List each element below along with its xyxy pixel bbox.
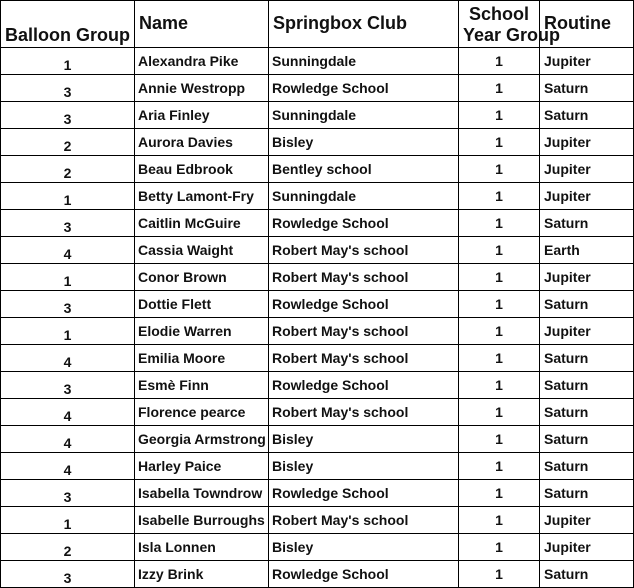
club-cell: Sunningdale	[269, 102, 459, 129]
header-school-year-group	[459, 1, 561, 48]
routine-cell: Saturn	[540, 75, 634, 102]
club-cell: Robert May's school	[269, 264, 459, 291]
club-cell: Rowledge School	[269, 561, 459, 588]
name-cell: Aurora Davies	[135, 129, 269, 156]
table-row	[1, 183, 634, 210]
name-cell: Betty Lamont-Fry	[135, 183, 269, 210]
school-year-cell: 1	[459, 453, 540, 480]
balloon-group-cell: 3	[1, 480, 135, 507]
header-row	[1, 1, 634, 48]
balloon-group-cell: 3	[1, 75, 135, 102]
school-year-cell: 1	[459, 507, 540, 534]
school-year-cell: 1	[459, 48, 540, 75]
table-row	[1, 237, 634, 264]
club-cell: Robert May's school	[269, 237, 459, 264]
table-row	[1, 75, 634, 102]
table-row	[1, 372, 634, 399]
header-routine: Routine	[540, 1, 634, 48]
routine-cell: Jupiter	[540, 183, 634, 210]
table-row	[1, 129, 634, 156]
routine-cell: Jupiter	[540, 318, 634, 345]
name-cell: Alexandra Pike	[135, 48, 269, 75]
school-year-cell: 1	[459, 534, 540, 561]
routine-cell: Saturn	[540, 345, 634, 372]
school-year-cell: 1	[459, 561, 540, 588]
routine-cell: Jupiter	[540, 264, 634, 291]
name-cell: Elodie Warren	[135, 318, 269, 345]
name-cell: Caitlin McGuire	[135, 210, 269, 237]
balloon-group-cell: 1	[1, 183, 135, 210]
school-year-cell: 1	[459, 156, 540, 183]
club-cell: Robert May's school	[269, 507, 459, 534]
balloon-group-cell: 4	[1, 426, 135, 453]
table-row	[1, 534, 634, 561]
school-year-cell: 1	[459, 345, 540, 372]
header-balloon-group: Balloon Group	[1, 1, 135, 48]
routine-cell: Saturn	[540, 399, 634, 426]
school-year-cell: 1	[459, 75, 540, 102]
header-school-year-line2: Year Group	[463, 25, 561, 45]
name-cell: Conor Brown	[135, 264, 269, 291]
balloon-group-cell: 4	[1, 453, 135, 480]
club-cell: Bisley	[269, 534, 459, 561]
name-cell: Izzy Brink	[135, 561, 269, 588]
school-year-cell: 1	[459, 291, 540, 318]
routine-cell: Saturn	[540, 426, 634, 453]
balloon-group-cell: 4	[1, 399, 135, 426]
school-year-cell: 1	[459, 237, 540, 264]
name-cell: Harley Paice	[135, 453, 269, 480]
table-row	[1, 210, 634, 237]
table-row	[1, 156, 634, 183]
balloon-group-cell: 4	[1, 345, 135, 372]
table-row	[1, 264, 634, 291]
routine-cell: Saturn	[540, 102, 634, 129]
club-cell: Rowledge School	[269, 372, 459, 399]
routine-cell: Jupiter	[540, 156, 634, 183]
balloon-group-cell: 1	[1, 48, 135, 75]
table-row	[1, 561, 634, 588]
club-cell: Bentley school	[269, 156, 459, 183]
school-year-cell: 1	[459, 129, 540, 156]
balloon-group-cell: 4	[1, 237, 135, 264]
club-cell: Sunningdale	[269, 48, 459, 75]
table-row	[1, 507, 634, 534]
header-school-year-line1: School	[468, 4, 529, 24]
table-row	[1, 453, 634, 480]
club-cell: Bisley	[269, 129, 459, 156]
header-name: Name	[135, 1, 269, 48]
name-cell: Isabella Towndrow	[135, 480, 269, 507]
routine-cell: Saturn	[540, 480, 634, 507]
school-year-cell: 1	[459, 183, 540, 210]
balloon-group-cell: 1	[1, 264, 135, 291]
table-row	[1, 318, 634, 345]
routine-cell: Saturn	[540, 291, 634, 318]
name-cell: Aria Finley	[135, 102, 269, 129]
club-cell: Sunningdale	[269, 183, 459, 210]
club-cell: Bisley	[269, 453, 459, 480]
school-year-cell: 1	[459, 372, 540, 399]
name-cell: Esmè Finn	[135, 372, 269, 399]
routine-cell: Jupiter	[540, 129, 634, 156]
balloon-group-cell: 3	[1, 210, 135, 237]
name-cell: Isla Lonnen	[135, 534, 269, 561]
table-body	[1, 48, 634, 588]
name-cell: Dottie Flett	[135, 291, 269, 318]
routine-cell: Jupiter	[540, 507, 634, 534]
school-year-cell: 1	[459, 399, 540, 426]
table-row	[1, 399, 634, 426]
club-cell: Robert May's school	[269, 318, 459, 345]
table-row	[1, 345, 634, 372]
routine-cell: Saturn	[540, 372, 634, 399]
routine-cell: Saturn	[540, 561, 634, 588]
club-cell: Rowledge School	[269, 210, 459, 237]
club-cell: Rowledge School	[269, 75, 459, 102]
club-cell: Rowledge School	[269, 291, 459, 318]
routine-cell: Saturn	[540, 210, 634, 237]
table-row	[1, 480, 634, 507]
balloon-group-cell: 2	[1, 156, 135, 183]
table-row	[1, 102, 634, 129]
balloon-group-cell: 1	[1, 507, 135, 534]
routine-cell: Saturn	[540, 453, 634, 480]
name-cell: Florence pearce	[135, 399, 269, 426]
routine-cell: Jupiter	[540, 48, 634, 75]
school-year-cell: 1	[459, 318, 540, 345]
balloon-group-cell: 3	[1, 102, 135, 129]
balloon-group-cell: 3	[1, 291, 135, 318]
school-year-cell: 1	[459, 426, 540, 453]
balloon-group-cell: 3	[1, 372, 135, 399]
club-cell: Rowledge School	[269, 480, 459, 507]
name-cell: Isabelle Burroughs	[135, 507, 269, 534]
club-cell: Robert May's school	[269, 399, 459, 426]
table-row	[1, 426, 634, 453]
routine-cell: Earth	[540, 237, 634, 264]
school-year-cell: 1	[459, 480, 540, 507]
school-year-cell: 1	[459, 102, 540, 129]
school-year-cell: 1	[459, 210, 540, 237]
balloon-group-cell: 3	[1, 561, 135, 588]
balloon-group-cell: 2	[1, 534, 135, 561]
routine-cell: Jupiter	[540, 534, 634, 561]
club-cell: Bisley	[269, 426, 459, 453]
balloon-group-cell: 1	[1, 318, 135, 345]
balloon-group-cell: 2	[1, 129, 135, 156]
table-row	[1, 48, 634, 75]
header-springbox-club: Springbox Club	[269, 1, 459, 48]
name-cell: Cassia Waight	[135, 237, 269, 264]
name-cell: Emilia Moore	[135, 345, 269, 372]
name-cell: Beau Edbrook	[135, 156, 269, 183]
table-row	[1, 291, 634, 318]
name-cell: Annie Westropp	[135, 75, 269, 102]
name-cell: Georgia Armstrong	[135, 426, 269, 453]
club-cell: Robert May's school	[269, 345, 459, 372]
school-year-cell: 1	[459, 264, 540, 291]
